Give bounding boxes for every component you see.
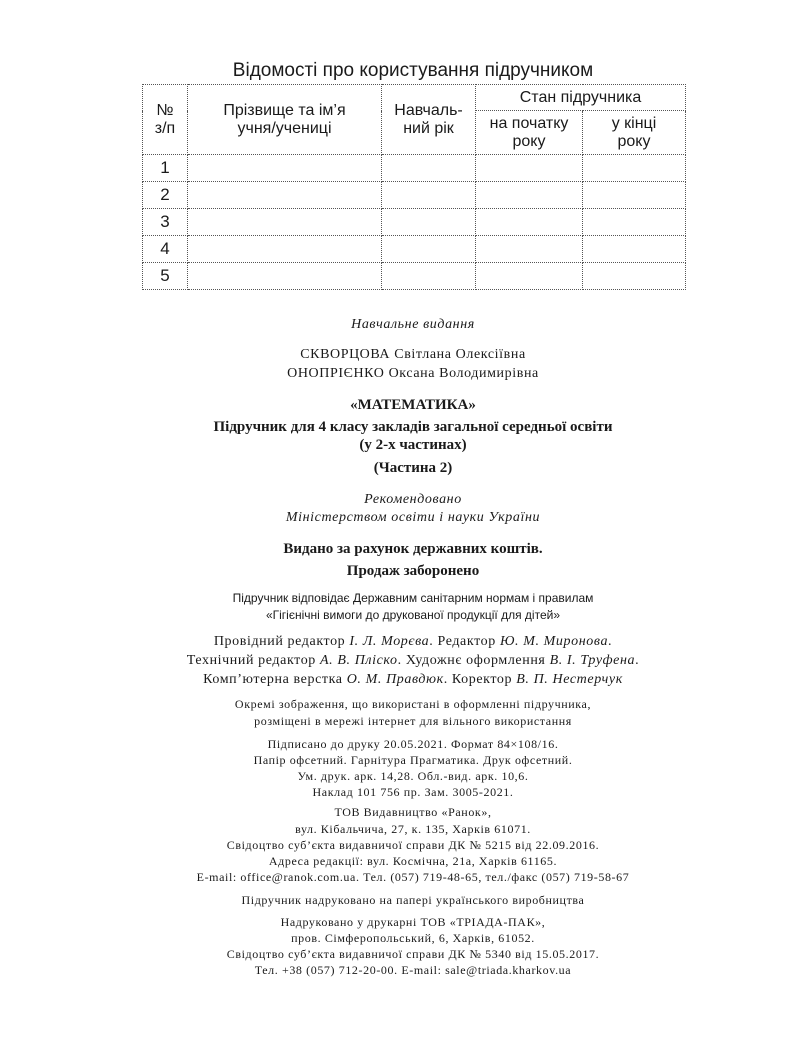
header-year: Навчаль- ний рік: [382, 85, 476, 155]
end-cell[interactable]: [583, 209, 686, 236]
book-subtitle: Підручник для 4 класу закладів загальної середньої освіти: [213, 419, 613, 435]
table-row: [143, 209, 686, 236]
printer-line-3: Свідоцтво суб’єкта видавничої справи ДК № 5340 від 15.05.2017.: [226, 947, 600, 961]
state-funded-line-2: Продаж заборонено: [346, 563, 480, 579]
publisher-line-4: Адреса редакції: вул. Космічна, 21а, Харків 61165.: [268, 854, 558, 868]
parts-note: (у 2-х частинах): [359, 437, 467, 453]
row-number: 1: [143, 155, 188, 182]
start-cell[interactable]: [476, 155, 583, 182]
edition-type: Навчальне видання: [351, 317, 475, 332]
year-cell[interactable]: [382, 263, 476, 290]
header-number: № з/п: [143, 85, 188, 155]
images-note-line-1: Окремі зображення, що використані в оформленні підручника,: [234, 697, 592, 711]
table-row: [143, 182, 686, 209]
name-cell[interactable]: [188, 263, 382, 290]
print-specs-line-1: Підписано до друку 20.05.2021. Формат 84×108/16.: [267, 737, 559, 751]
name-cell[interactable]: [188, 182, 382, 209]
row-number: 4: [143, 236, 188, 263]
publisher-line-5: E-mail: office@ranok.com.ua. Тел. (057) 719-48-65, тел./факс (057) 719-58-67: [196, 870, 630, 884]
print-specs-line-4: Наклад 101 756 пр. Зам. 3005-2021.: [312, 785, 514, 799]
paper-note: Підручник надруковано на папері українського виробництва: [241, 893, 585, 907]
year-cell[interactable]: [382, 236, 476, 263]
start-cell[interactable]: [476, 236, 583, 263]
publisher-line-2: вул. Кібальчича, 27, к. 135, Харків 61071.: [295, 822, 531, 836]
sanitary-line-2: «Гігієнічні вимоги до друкованої продукції для дітей»: [265, 608, 561, 622]
images-note-line-2: розміщені в мережі інтернет для вільного використання: [254, 714, 572, 728]
recommended-line-1: Рекомендовано: [364, 492, 462, 507]
printer-line-1: Надруковано у друкарні ТОВ «ТРІАДА-ПАК»,: [280, 915, 546, 929]
print-specs-line-2: Папір офсетний. Гарнітура Прагматика. Друк офсетний.: [253, 753, 573, 767]
end-cell[interactable]: [583, 236, 686, 263]
recommended-line-2: Міністерством освіти і науки України: [285, 510, 541, 525]
start-cell[interactable]: [476, 182, 583, 209]
header-name: Прізвище та ім’я учня/учениці: [188, 85, 382, 155]
publisher-line-1: ТОВ Видавництво «Ранок»,: [334, 805, 492, 819]
printer-line-4: Тел. +38 (057) 712-20-00. E-mail: sale@triada.kharkov.ua: [254, 963, 572, 977]
book-title: «МАТЕМАТИКА»: [350, 397, 476, 413]
start-cell[interactable]: [476, 263, 583, 290]
table-row: [143, 236, 686, 263]
header-condition: Стан підручника: [476, 85, 686, 111]
credits-line-1: Провідний редактор І. Л. Морєва. Редактор Ю. М. Миронова.: [213, 634, 613, 649]
row-number: 2: [143, 182, 188, 209]
usage-table: [142, 84, 686, 290]
table-title: Відомості про користування підручником: [232, 60, 594, 81]
header-end: у кінці року: [583, 111, 686, 155]
end-cell[interactable]: [583, 263, 686, 290]
publisher-line-3: Свідоцтво суб’єкта видавничої справи ДК № 5215 від 22.09.2016.: [226, 838, 600, 852]
author-2: ОНОПРІЄНКО Оксана Володимирівна: [287, 366, 539, 381]
sanitary-line-1: Підручник відповідає Державним санітарним нормам і правилам: [232, 591, 594, 605]
state-funded-line-1: Видано за рахунок державних коштів.: [283, 541, 543, 557]
row-number: 5: [143, 263, 188, 290]
year-cell[interactable]: [382, 155, 476, 182]
author-1: СКВОРЦОВА Світлана Олексіївна: [300, 347, 526, 362]
header-start: на початку року: [476, 111, 583, 155]
name-cell[interactable]: [188, 209, 382, 236]
name-cell[interactable]: [188, 236, 382, 263]
end-cell[interactable]: [583, 155, 686, 182]
name-cell[interactable]: [188, 155, 382, 182]
end-cell[interactable]: [583, 182, 686, 209]
print-specs-line-3: Ум. друк. арк. 14,28. Обл.-вид. арк. 10,6.: [297, 769, 529, 783]
part-number: (Частина 2): [373, 460, 453, 476]
table-row: [143, 155, 686, 182]
table-row: [143, 263, 686, 290]
row-number: 3: [143, 209, 188, 236]
credits-line-2: Технічний редактор А. В. Пліско. Художнє оформлення В. І. Труфена.: [186, 653, 640, 668]
printer-line-2: пров. Сімферопольський, 6, Харків, 61052.: [291, 931, 535, 945]
start-cell[interactable]: [476, 209, 583, 236]
year-cell[interactable]: [382, 209, 476, 236]
credits-line-3: Комп’ютерна верстка О. М. Правдюк. Коректор В. П. Нестерчук: [203, 672, 623, 687]
year-cell[interactable]: [382, 182, 476, 209]
